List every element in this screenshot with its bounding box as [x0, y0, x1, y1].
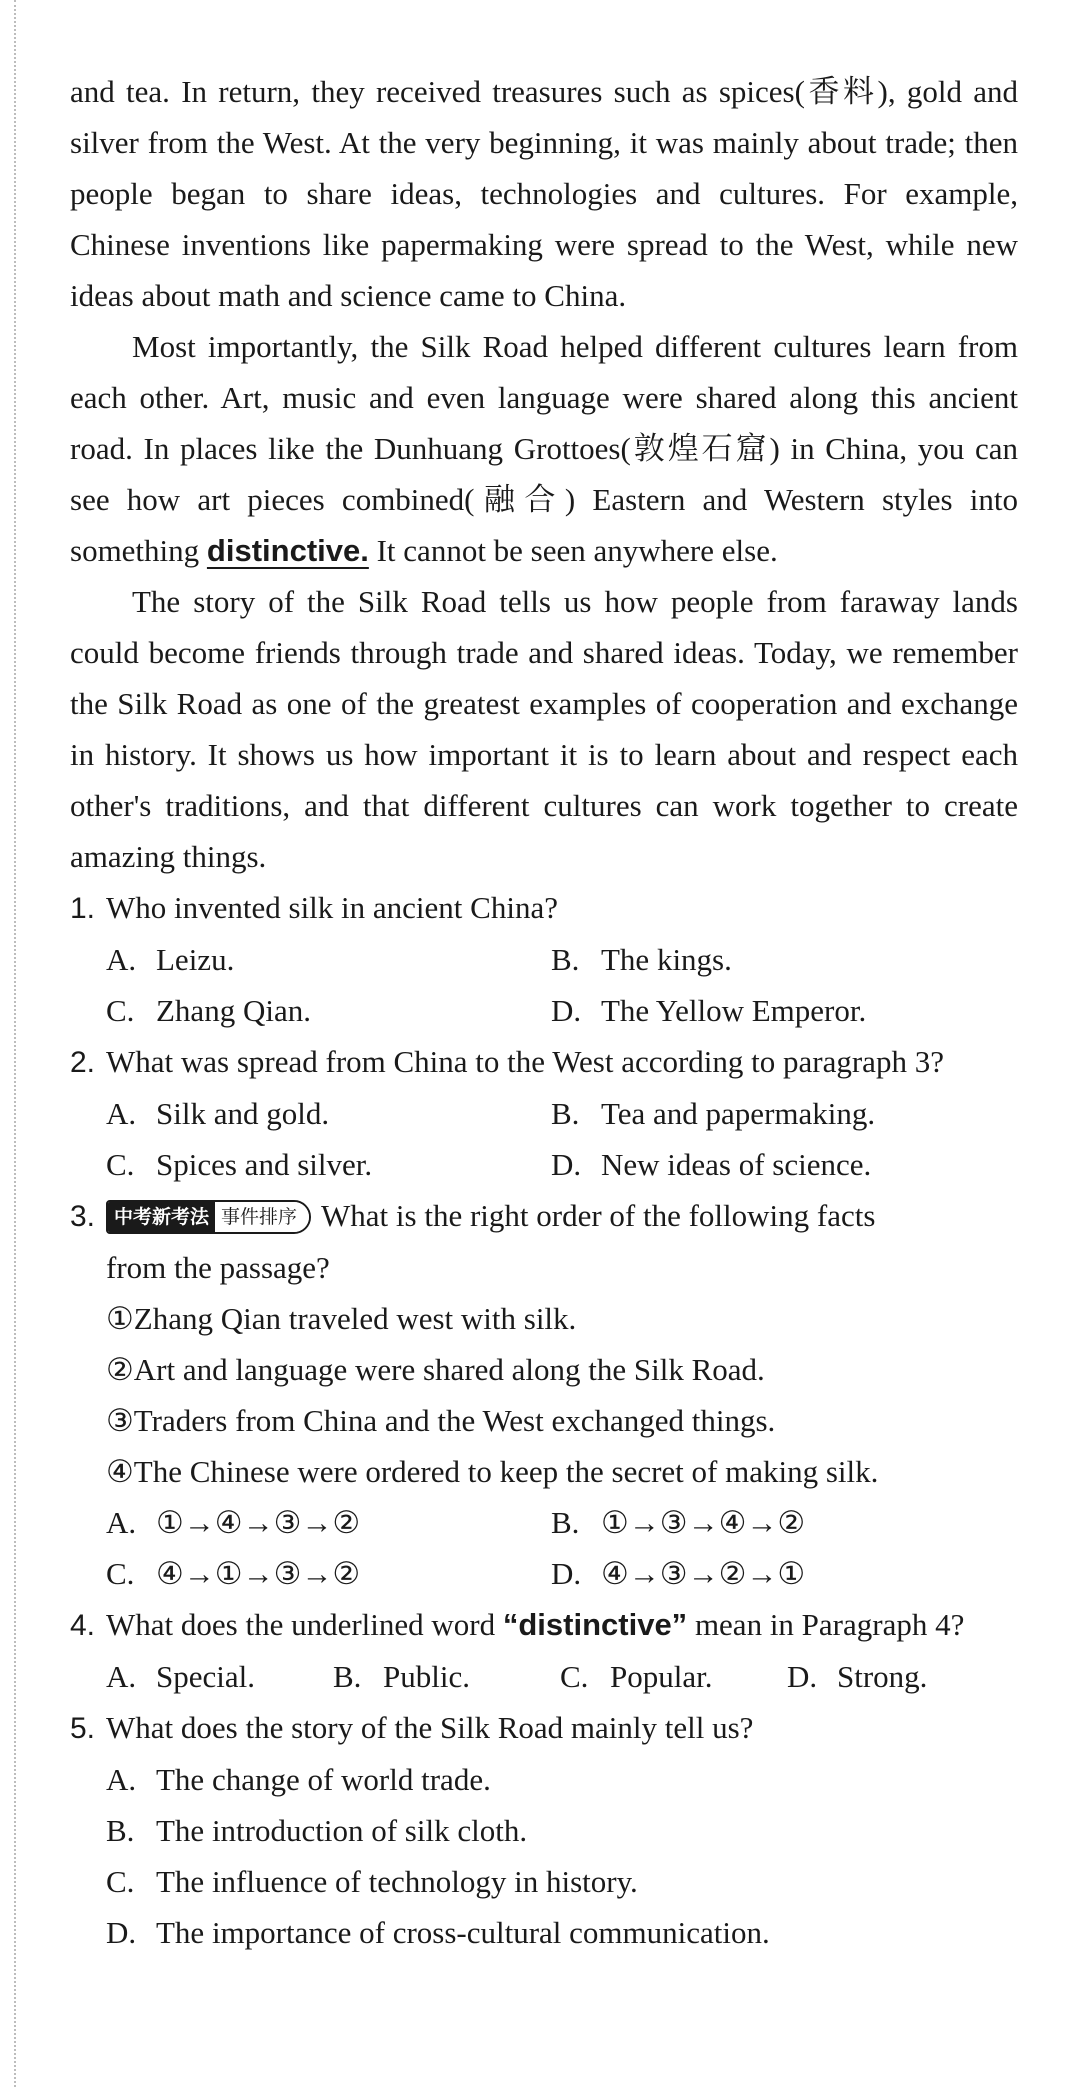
- question-text: Who invented silk in ancient China?: [106, 890, 558, 925]
- fact-1: ①Zhang Qian traveled west with silk.: [106, 1301, 577, 1336]
- option-b[interactable]: B. The introduction of silk cloth.: [106, 1813, 528, 1848]
- exam-type-badge: [106, 1200, 311, 1234]
- fact-3: ③Traders from China and the West exchanged things.: [106, 1403, 776, 1438]
- fact-4: ④The Chinese were ordered to keep the secret of making silk.: [106, 1454, 879, 1489]
- question-2: [70, 1036, 1018, 1190]
- fact-2: ②Art and language were shared along the Silk Road.: [106, 1352, 765, 1387]
- question-text: What is the right order of the following facts: [321, 1198, 876, 1233]
- question-4: [70, 1599, 1018, 1702]
- option-a[interactable]: A. Silk and gold.: [106, 1096, 330, 1131]
- option-b[interactable]: B. The kings.: [551, 942, 732, 977]
- question-3: [70, 1190, 1018, 1599]
- option-b[interactable]: B. ①→③→④→②: [551, 1505, 806, 1540]
- passage-paragraph-5: The story of the Silk Road tells us how people from faraway lands could become friends through trade and shared ideas. Today, we remember the Silk Road as one of the greatest examples of cooperation and exchange in history. It shows us how important it is to learn about and respect each other's traditions, and that different cultures can work together to create amazing things.: [70, 584, 1018, 874]
- option-b[interactable]: B. Public.: [333, 1659, 470, 1694]
- question-1: [70, 882, 1018, 1036]
- question-text-continued: from the passage?: [106, 1250, 330, 1285]
- option-d[interactable]: D. ④→③→②→①: [551, 1556, 806, 1591]
- option-c[interactable]: C. Popular.: [560, 1659, 713, 1694]
- option-a[interactable]: A. Special.: [106, 1659, 255, 1694]
- option-d[interactable]: D. New ideas of science.: [551, 1147, 872, 1182]
- question-number: 2.: [70, 1046, 96, 1079]
- badge-main-label: 中考新考法: [108, 1202, 215, 1232]
- passage-paragraph-4: [70, 321, 1018, 576]
- option-a[interactable]: A. Leizu.: [106, 942, 235, 977]
- option-c[interactable]: C. The influence of technology in history.: [106, 1864, 638, 1899]
- option-d[interactable]: D. The Yellow Emperor.: [551, 993, 867, 1028]
- underlined-word-distinctive: distinctive.: [206, 533, 369, 568]
- option-a[interactable]: A. ①→④→③→②: [106, 1505, 361, 1540]
- option-b[interactable]: B. Tea and papermaking.: [551, 1096, 876, 1131]
- question-number: 5.: [70, 1712, 96, 1745]
- content-area: [70, 66, 1018, 1958]
- question-text: What does the underlined word “distinctive” mean in Paragraph 4?: [106, 1607, 965, 1642]
- option-c[interactable]: C. Spices and silver.: [106, 1147, 373, 1182]
- question-text: What was spread from China to the West according to paragraph 3?: [106, 1044, 944, 1079]
- option-d[interactable]: D. The importance of cross-cultural communication.: [106, 1915, 770, 1950]
- passage-paragraph-3: and tea. In return, they received treasures such as spices(香料), gold and silver from the West. At the very beginning, it was mainly about trade; then people began to share ideas, technologies and cultures. For example, Chinese inventions like papermaking were spread to the West, while new ideas about math and science came to China.: [70, 74, 1018, 313]
- option-c[interactable]: C. ④→①→③→②: [106, 1556, 361, 1591]
- bold-word-distinctive: “distinctive”: [502, 1607, 688, 1642]
- paragraph-4-text-before: Most importantly, the Silk Road helped different cultures learn from each other. Art, music and even language were shared along this ancient road. In places like the Dunhuang Grottoes(敦煌石窟) in China, you can see how art pieces combined(融合) Eastern and Western styles into something: [70, 329, 1018, 568]
- question-number: 3.: [70, 1200, 96, 1233]
- option-c[interactable]: C. Zhang Qian.: [106, 993, 311, 1028]
- question-number: 4.: [70, 1609, 96, 1642]
- question-number: 1.: [70, 892, 96, 925]
- binding-margin-line: [14, 0, 16, 2087]
- option-a[interactable]: A. The change of world trade.: [106, 1762, 491, 1797]
- badge-sub-label: 事件排序: [215, 1202, 309, 1232]
- paragraph-4-text-after: It cannot be seen anywhere else.: [368, 533, 778, 568]
- question-text: What does the story of the Silk Road mainly tell us?: [106, 1710, 754, 1745]
- option-d[interactable]: D. Strong.: [787, 1659, 928, 1694]
- question-5: [70, 1702, 1018, 1958]
